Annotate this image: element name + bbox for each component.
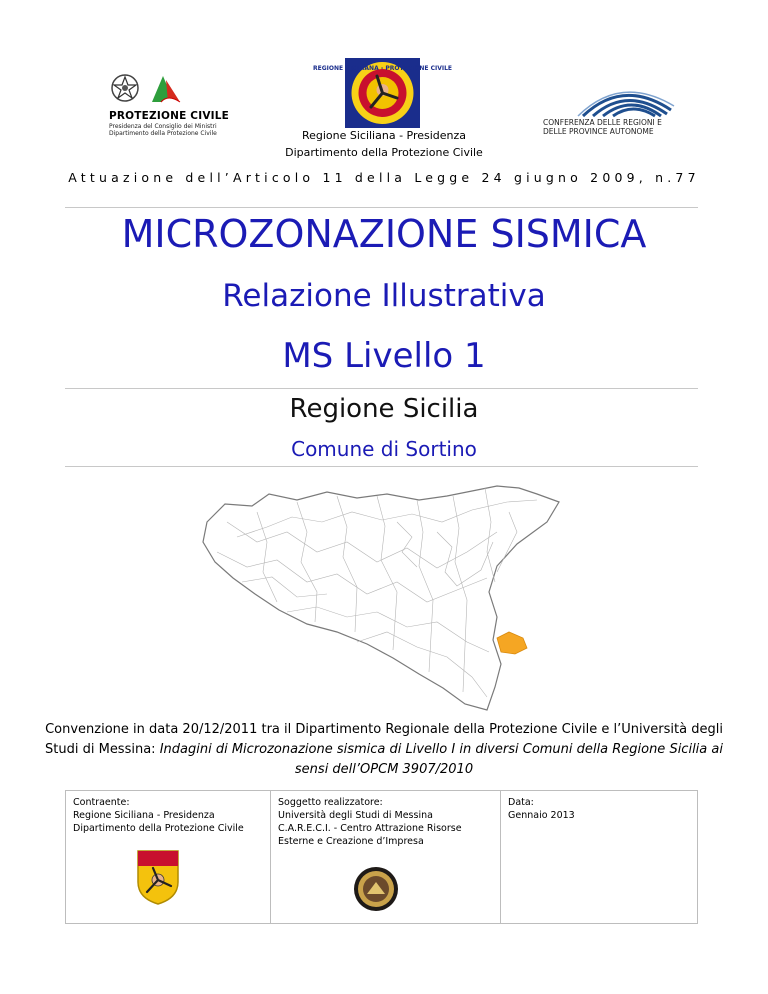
conferenza-caption-2: DELLE PROVINCE AUTONOME: [543, 127, 654, 136]
law-reference: Attuazione dell’Articolo 11 della Legge 24 giugno 2009, n.77: [68, 170, 700, 185]
regione-siciliana-logo: [312, 58, 453, 128]
convention-prefix: Convenzione in data 20/12/2011 tra il Dipartimento Regionale della Protezione Civile e l’Università degli Studi di Messina:: [45, 722, 723, 757]
contraente-line-2: Dipartimento della Protezione Civile: [73, 823, 244, 834]
regione-crest-icon: [135, 848, 181, 906]
soggetto-line-3: Esterne e Creazione d’Impresa: [278, 836, 424, 847]
sicily-map: [197, 482, 565, 712]
divider: [65, 207, 698, 208]
university-seal-icon: [353, 866, 399, 912]
conferenza-arcs-icon: [543, 80, 678, 118]
header-line-2: Dipartimento della Protezione Civile: [285, 146, 483, 159]
protezione-civile-subtitle-1: Presidenza del Consiglio dei Ministri: [109, 123, 217, 130]
header-line-1: Regione Siciliana - Presidenza: [301, 129, 467, 142]
municipality-title: Comune di Sortino: [291, 437, 477, 461]
convention-text: [40, 720, 728, 780]
convention-italic: Indagini di Microzonazione sismica di Livello I in diversi Comuni della Regione Sicilia ai sensi dell’OPCM 3907/2010: [159, 742, 723, 777]
data-cell: [501, 791, 698, 924]
protezione-civile-subtitle-2: Dipartimento della Protezione Civile: [109, 130, 217, 137]
info-table: [65, 790, 698, 924]
level-title: MS Livello 1: [282, 336, 486, 376]
protezione-civile-emblem-icon: [108, 72, 238, 110]
data-value: Gennaio 2013: [508, 810, 575, 821]
soggetto-label: Soggetto realizzatore:: [278, 797, 383, 808]
divider: [65, 466, 698, 467]
contraente-cell: [66, 791, 271, 924]
data-label: Data:: [508, 797, 534, 808]
contraente-line-1: Regione Siciliana - Presidenza: [73, 810, 215, 821]
main-title: MICROZONAZIONE SISMICA: [121, 212, 647, 256]
seal-text: REGIONE SICILIANA - PROTEZIONE CIVILE: [312, 65, 453, 72]
trinacria-seal-icon: [312, 58, 453, 128]
divider: [65, 388, 698, 389]
soggetto-cell: [271, 791, 501, 924]
protezione-civile-title: PROTEZIONE CIVILE: [109, 110, 230, 122]
contraente-label: Contraente:: [73, 797, 130, 808]
soggetto-line-1: Università degli Studi di Messina: [278, 810, 433, 821]
region-title: Regione Sicilia: [289, 394, 479, 424]
sicily-municipalities-map-icon: [197, 482, 565, 712]
soggetto-line-2: C.A.R.E.C.I. - Centro Attrazione Risorse: [278, 823, 462, 834]
sortino-highlight: [497, 632, 527, 654]
conferenza-caption-1: CONFERENZA DELLE REGIONI E: [543, 118, 662, 127]
subtitle: Relazione Illustrativa: [222, 278, 546, 314]
